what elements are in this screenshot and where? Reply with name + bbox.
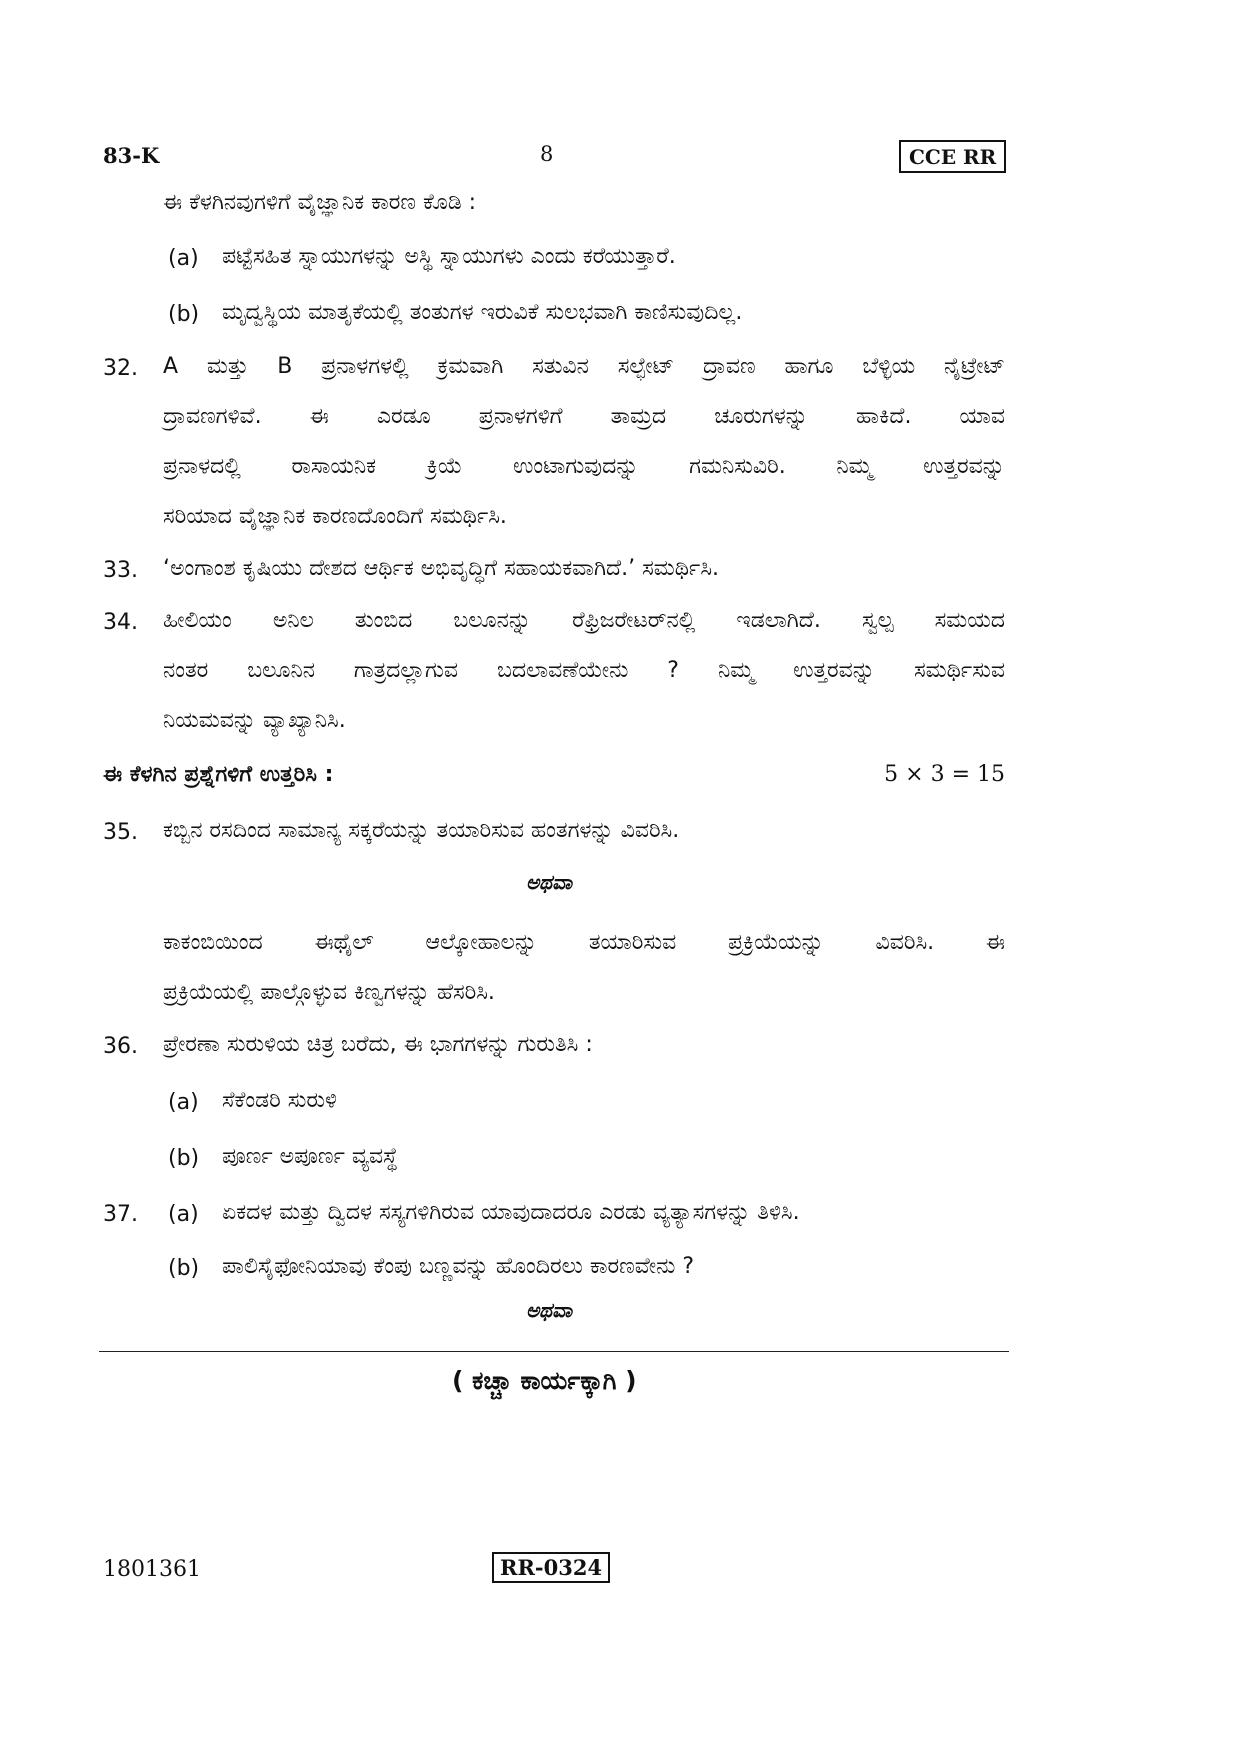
paper-code: 83-K [103,143,160,168]
q32-line-2: ದ್ರಾವಣಗಳಿವೆ. ಈ ಎರಡೂ ಪ್ರನಾಳಗಳಿಗೆ ತಾಮ್ರದ ಚೂರುಗಳನ್ನು ಹಾಕಿದೆ. ಯಾವ [163,404,1005,429]
q35-alt-line-1: ಕಾಕಂಬಿಯಿಂದ ಈಥೈಲ್ ಆಲ್ಕೋಹಾಲನ್ನು ತಯಾರಿಸುವ ಪ್ರಕ್ರಿಯೆಯನ್ನು ವಿವರಿಸಿ. ಈ [163,930,1005,955]
q32-line-1: A ಮತ್ತು B ಪ್ರನಾಳಗಳಲ್ಲಿ ಕ್ರಮವಾಗಿ ಸತುವಿನ ಸಲ್ಫೇಟ್ ದ್ರಾವಣ ಹಾಗೂ ಬೆಳ್ಳಿಯ ನೈಟ್ರೇಟ್ [163,354,1005,379]
q33-number: 33. [103,558,138,583]
q31-instruction: ಈ ಕೆಳಗಿನವುಗಳಿಗೆ ವೈಜ್ಞಾನಿಕ ಕಾರಣ ಕೊಡಿ : [163,190,477,215]
q32-line-4: ಸರಿಯಾದ ವೈಜ್ಞಾನಿಕ ಕಾರಣದೊಂದಿಗೆ ಸಮರ್ಥಿಸಿ. [163,504,507,529]
footer-paper-code: RR-0324 [492,1552,610,1583]
q31-b-label: (b) [168,302,200,327]
q37-a-text: ಏಕದಳ ಮತ್ತು ದ್ವಿದಳ ಸಸ್ಯಗಳಿಗಿರುವ ಯಾವುದಾದರೂ ಎರಡು ವ್ಯತ್ಯಾಸಗಳನ್ನು ತಿಳಿಸಿ. [222,1200,800,1225]
q31-a-label: (a) [168,246,199,271]
q36-b-label: (b) [168,1146,200,1171]
q37-number: 37. [103,1202,138,1227]
q32-number: 32. [103,356,138,381]
q34-line-2: ನಂತರ ಬಲೂನಿನ ಗಾತ್ರದಲ್ಲಾಗುವ ಬದಲಾವಣೆಯೇನು ? ನಿಮ್ಮ ಉತ್ತರವನ್ನು ಸಮರ್ಥಿಸುವ [163,658,1005,683]
q35-number: 35. [103,820,138,845]
section-heading: ಈ ಕೆಳಗಿನ ಪ್ರಶ್ನೆಗಳಿಗೆ ಉತ್ತರಿಸಿ : [103,762,334,787]
q34-line-3: ನಿಯಮವನ್ನು ವ್ಯಾಖ್ಯಾನಿಸಿ. [163,708,346,733]
q33-text: ‘ಅಂಗಾಂಶ ಕೃಷಿಯು ದೇಶದ ಆರ್ಥಿಕ ಅಭಿವೃದ್ಧಿಗೆ ಸಹಾಯಕವಾಗಿದೆ.’ ಸಮರ್ಥಿಸಿ. [163,556,720,581]
q34-line-1: ಹೀಲಿಯಂ ಅನಿಲ ತುಂಬಿದ ಬಲೂನನ್ನು ರೆಫ್ರಿಜರೇಟರ್‌ನಲ್ಲಿ ಇಡಲಾಗಿದೆ. ಸ್ವಲ್ಪ ಸಮಯದ [163,608,1005,633]
q37-b-text: ಪಾಲಿಸೈಫೋನಿಯಾವು ಕೆಂಪು ಬಣ್ಣವನ್ನು ಹೊಂದಿರಲು ಕಾರಣವೇನು ? [222,1254,695,1279]
q35-or: ಅಥವಾ [526,870,572,894]
q35-text: ಕಬ್ಬಿನ ರಸದಿಂದ ಸಾಮಾನ್ಯ ಸಕ್ಕರೆಯನ್ನು ತಯಾರಿಸುವ ಹಂತಗಳನ್ನು ವಿವರಿಸಿ. [163,818,680,843]
q36-text: ಪ್ರೇರಣಾ ಸುರುಳಿಯ ಚಿತ್ರ ಬರೆದು, ಈ ಭಾಗಗಳನ್ನು ಗುರುತಿಸಿ : [163,1032,593,1057]
q36-a-text: ಸೆಕೆಂಡರಿ ಸುರುಳಿ [222,1088,338,1113]
q34-number: 34. [103,610,138,635]
footer-code: 1801361 [103,1557,201,1582]
q36-a-label: (a) [168,1090,199,1115]
q37-a-label: (a) [168,1202,199,1227]
q32-line-3: ಪ್ರನಾಳದಲ್ಲಿ ರಾಸಾಯನಿಕ ಕ್ರಿಯೆ ಉಂಟಾಗುವುದನ್ನು ಗಮನಿಸುವಿರಿ. ನಿಮ್ಮ ಉತ್ತರವನ್ನು [163,454,1005,479]
q36-number: 36. [103,1034,138,1059]
page-number: 8 [540,142,554,166]
q31-a-text: ಪಟ್ಟೆಸಹಿತ ಸ್ನಾಯುಗಳನ್ನು ಅಸ್ಥಿ ಸ್ನಾಯುಗಳು ಎಂದು ಕರೆಯುತ್ತಾರೆ. [222,244,676,269]
divider-line [99,1351,1009,1352]
section-marks: 5 × 3 = 15 [884,762,1005,787]
q37-or: ಅಥವಾ [526,1298,572,1322]
q36-b-text: ಪೂರ್ಣ ಅಪೂರ್ಣ ವ್ಯವಸ್ಥೆ [222,1144,398,1169]
series-badge: CCE RR [899,140,1006,173]
q31-b-text: ಮೃದ್ವಸ್ಥಿಯ ಮಾತೃಕೆಯಲ್ಲಿ ತಂತುಗಳ ಇರುವಿಕೆ ಸುಲಭವಾಗಿ ಕಾಣಿಸುವುದಿಲ್ಲ. [222,300,743,325]
q35-alt-line-2: ಪ್ರಕ್ರಿಯೆಯಲ್ಲಿ ಪಾಲ್ಗೊಳ್ಳುವ ಕಿಣ್ವಗಳನ್ನು ಹೆಸರಿಸಿ. [163,980,495,1005]
rough-work-label: ( ಕಚ್ಚಾ ಕಾರ್ಯಕ್ಕಾಗಿ ) [452,1366,637,1395]
q37-b-label: (b) [168,1256,200,1281]
